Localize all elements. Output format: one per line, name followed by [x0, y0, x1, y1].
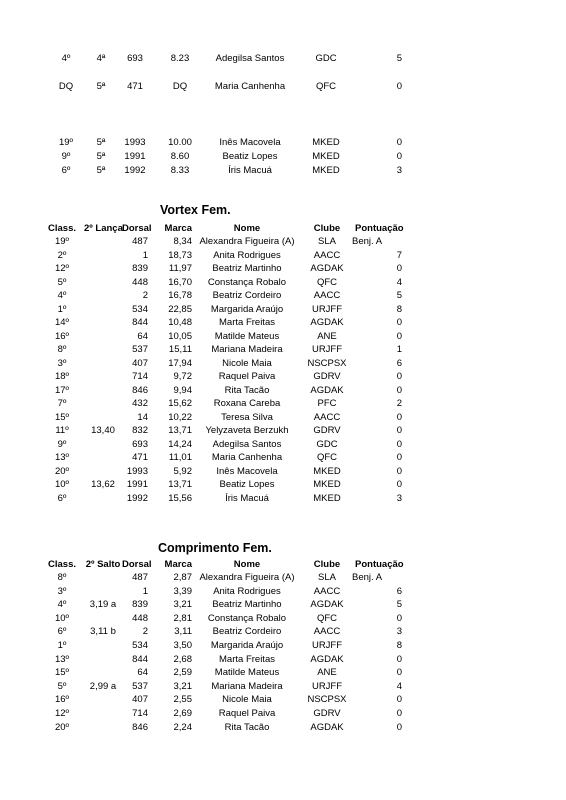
table-row — [0, 721, 566, 734]
athlete-name-cell: Alexandra Figueira (A) — [199, 236, 295, 247]
table-row — [0, 465, 566, 478]
athlete-name-cell: Anita Rodrigues — [213, 249, 281, 261]
table-row — [0, 150, 566, 163]
bib-number-cell: 1 — [142, 585, 148, 597]
athlete-name-cell: Margarida Araújo — [210, 303, 284, 315]
table-row — [0, 235, 566, 248]
points-cell: 5 — [396, 290, 402, 301]
athlete-name-cell: Marta Freitas — [219, 317, 275, 328]
mark-cell: 11,97 — [168, 263, 192, 274]
athlete-name-cell: Inês Macovela — [216, 465, 278, 477]
points-cell: 0 — [396, 137, 402, 148]
table-row — [0, 666, 566, 679]
table-row — [0, 136, 566, 149]
club-cell: AACC — [313, 249, 341, 261]
bib-number-cell: 1991 — [126, 479, 148, 490]
classification-cell: 1º — [57, 303, 67, 315]
bib-number-cell: 839 — [132, 599, 148, 611]
mark-cell: 13,71 — [168, 479, 192, 490]
mark-cell: 10,48 — [168, 317, 192, 328]
athlete-name-cell: Rita Tacão — [224, 721, 270, 733]
mark-cell: 2,87 — [173, 572, 192, 583]
classification-cell: 8º — [57, 572, 67, 583]
section-title-vortex: Vortex Fem. — [160, 203, 231, 217]
classification-cell: 3º — [57, 585, 67, 597]
athlete-name-cell: Roxana Careba — [213, 398, 281, 409]
classification-cell: Class. — [48, 223, 76, 234]
bib-number-cell: 1993 — [124, 137, 146, 148]
table-row — [0, 639, 566, 652]
mark-cell: 15,11 — [168, 344, 192, 355]
bib-number-cell: 714 — [132, 708, 148, 719]
mark-cell: 2,59 — [173, 667, 192, 679]
points-cell: Benj. A — [352, 236, 383, 247]
classification-cell: 10º — [54, 479, 70, 490]
classification-cell: DQ — [58, 81, 74, 92]
table-row — [0, 357, 566, 370]
points-cell: 0 — [396, 465, 402, 477]
club-cell: URJFF — [311, 344, 343, 355]
table-row — [0, 289, 566, 302]
table-row — [0, 343, 566, 356]
table-row — [0, 370, 566, 383]
athlete-name-cell: Beatriz Martinho — [212, 263, 282, 274]
classification-cell: 12º — [54, 708, 70, 719]
athlete-name-cell: Nome — [233, 559, 261, 570]
table-row — [0, 303, 566, 316]
table-row — [0, 249, 566, 262]
athlete-name-cell: Matilde Mateus — [214, 330, 280, 342]
points-cell: 2 — [396, 398, 402, 409]
mark-cell: 2,24 — [173, 721, 192, 733]
classification-cell: 4º — [57, 290, 67, 301]
club-cell: AGDAK — [310, 384, 344, 396]
athlete-name-cell: Adegilsa Santos — [215, 53, 285, 64]
table-row — [0, 693, 566, 706]
extra-attempt-cell: 5ª — [96, 151, 106, 162]
bib-number-cell: 407 — [132, 357, 148, 369]
classification-cell: 17º — [54, 384, 70, 396]
classification-cell: 15º — [54, 667, 70, 679]
points-cell: 0 — [396, 425, 402, 436]
club-cell: AGDAK — [310, 653, 344, 665]
points-cell: 6 — [396, 585, 402, 597]
club-cell: MKED — [313, 492, 341, 504]
table-header — [0, 222, 566, 235]
club-cell: GDRV — [313, 708, 341, 719]
classification-cell: 5º — [57, 276, 67, 288]
extra-attempt-cell: 2º Salto — [85, 559, 121, 570]
points-cell: 3 — [396, 492, 402, 504]
extra-attempt-cell: 4ª — [96, 53, 106, 64]
club-cell: Clube — [313, 223, 341, 234]
athlete-name-cell: Beatriz Cordeiro — [212, 290, 282, 301]
table-row — [0, 384, 566, 397]
bib-number-cell: 832 — [132, 425, 148, 436]
points-cell: 0 — [396, 694, 402, 706]
classification-cell: 15º — [54, 411, 70, 423]
bib-number-cell: 839 — [132, 263, 148, 274]
extra-attempt-cell: 5ª — [96, 165, 106, 176]
table-row — [0, 451, 566, 464]
bib-number-cell: 714 — [132, 371, 148, 382]
bib-number-cell: 487 — [132, 236, 148, 247]
extra-attempt-cell: 3,11 b — [90, 626, 116, 638]
club-cell: URJFF — [311, 680, 343, 692]
classification-cell: 10º — [54, 612, 70, 624]
bib-number-cell: 14 — [137, 411, 148, 423]
bib-number-cell: 407 — [132, 694, 148, 706]
club-cell: MKED — [313, 465, 341, 477]
mark-cell: 2,68 — [173, 653, 192, 665]
points-cell: 0 — [396, 384, 402, 396]
club-cell: ANE — [317, 667, 337, 679]
mark-cell: 22,85 — [168, 303, 192, 315]
club-cell: MKED — [312, 137, 340, 148]
points-cell: 0 — [396, 667, 402, 679]
bib-number-cell: 534 — [132, 640, 148, 651]
extra-attempt-cell: 2º Lança — [84, 223, 123, 234]
club-cell: QFC — [316, 276, 338, 288]
club-cell: URJFF — [311, 640, 343, 651]
club-cell: SLA — [318, 572, 336, 583]
table-row — [0, 164, 566, 177]
classification-cell: 1º — [57, 640, 67, 651]
mark-cell: 8.33 — [170, 165, 190, 176]
club-cell: AACC — [313, 626, 341, 638]
bib-number-cell: 2 — [142, 290, 148, 301]
table-row — [0, 262, 566, 275]
mark-cell: 3,50 — [173, 640, 192, 651]
mark-cell: 2,55 — [173, 694, 192, 706]
mark-cell: 17,94 — [168, 357, 192, 369]
table-row — [0, 571, 566, 584]
bib-number-cell: 471 — [127, 81, 143, 92]
classification-cell: 9º — [57, 438, 67, 450]
mark-cell: 2,69 — [173, 708, 192, 719]
bib-number-cell: 1991 — [124, 151, 146, 162]
mark-cell: Marca — [164, 223, 192, 234]
classification-cell: 19º — [54, 236, 70, 247]
classification-cell: 7º — [57, 398, 67, 409]
bib-number-cell: 844 — [132, 653, 148, 665]
points-cell: 0 — [396, 721, 402, 733]
points-cell: 5 — [396, 599, 402, 611]
table-row — [0, 276, 566, 289]
table-row — [0, 598, 566, 611]
club-cell: AGDAK — [310, 721, 344, 733]
table-row — [0, 612, 566, 625]
points-cell: 1 — [396, 344, 402, 355]
athlete-name-cell: Constança Robalo — [207, 276, 287, 288]
mark-cell: DQ — [172, 81, 188, 92]
club-cell: QFC — [315, 81, 337, 92]
bib-number-cell: Dorsal — [122, 223, 152, 234]
table-row — [0, 424, 566, 437]
athlete-name-cell: Beatriz Martinho — [212, 599, 282, 611]
bib-number-cell: 448 — [132, 612, 148, 624]
table-row — [0, 680, 566, 693]
club-cell: MKED — [312, 151, 340, 162]
classification-cell: 18º — [54, 371, 70, 382]
athlete-name-cell: Maria Canhenha — [214, 81, 286, 92]
club-cell: AACC — [313, 585, 341, 597]
points-cell: Pontuação — [355, 223, 404, 234]
athlete-name-cell: Beatiz Lopes — [219, 479, 275, 490]
classification-cell: Class. — [48, 559, 76, 570]
points-cell: 0 — [396, 452, 402, 463]
athlete-name-cell: Alexandra Figueira (A) — [199, 572, 295, 583]
athlete-name-cell: Constança Robalo — [207, 612, 287, 624]
points-cell: 0 — [396, 438, 402, 450]
table-row — [0, 707, 566, 720]
points-cell: 3 — [396, 165, 402, 176]
mark-cell: 10.00 — [168, 137, 192, 148]
table-row — [0, 585, 566, 598]
points-cell: 0 — [396, 612, 402, 624]
classification-cell: 4º — [61, 53, 71, 64]
points-cell: 4 — [396, 276, 402, 288]
club-cell: AGDAK — [310, 599, 344, 611]
points-cell: 0 — [396, 317, 402, 328]
athlete-name-cell: Inês Macovela — [219, 137, 281, 148]
bib-number-cell: 534 — [132, 303, 148, 315]
bib-number-cell: 1992 — [126, 492, 148, 504]
table-header — [0, 558, 566, 571]
bib-number-cell: 2 — [142, 626, 148, 638]
extra-attempt-cell: 5ª — [96, 81, 106, 92]
points-cell: 0 — [396, 411, 402, 423]
bib-number-cell: 846 — [132, 721, 148, 733]
points-cell: 0 — [396, 708, 402, 719]
classification-cell: 16º — [54, 694, 70, 706]
classification-cell: 4º — [57, 599, 67, 611]
mark-cell: 2,81 — [173, 612, 192, 624]
mark-cell: 3,21 — [173, 680, 192, 692]
table-row — [0, 438, 566, 451]
bib-number-cell: 487 — [132, 572, 148, 583]
table-row — [0, 316, 566, 329]
points-cell: 0 — [396, 371, 402, 382]
athlete-name-cell: Nicole Maia — [222, 357, 272, 369]
classification-cell: 5º — [57, 680, 67, 692]
mark-cell: Marca — [164, 559, 192, 570]
mark-cell: 9,94 — [173, 384, 192, 396]
classification-cell: 3º — [57, 357, 67, 369]
club-cell: MKED — [312, 165, 340, 176]
athlete-name-cell: Maria Canhenha — [211, 452, 283, 463]
mark-cell: 18,73 — [168, 249, 192, 261]
points-cell: 8 — [396, 640, 402, 651]
mark-cell: 9,72 — [173, 371, 192, 382]
mark-cell: 5,92 — [173, 465, 192, 477]
athlete-name-cell: Adegilsa Santos — [212, 438, 282, 450]
points-cell: Pontuação — [355, 559, 404, 570]
classification-cell: 6º — [61, 165, 71, 176]
athlete-name-cell: Nicole Maia — [222, 694, 272, 706]
classification-cell: 6º — [57, 626, 67, 638]
club-cell: AACC — [313, 411, 341, 423]
athlete-name-cell: Rita Tacão — [224, 384, 270, 396]
club-cell: GDRV — [313, 371, 341, 382]
athlete-name-cell: Íris Macuá — [225, 492, 269, 504]
mark-cell: 15,62 — [168, 398, 192, 409]
table-row — [0, 330, 566, 343]
extra-attempt-cell: 3,19 a — [89, 599, 117, 611]
mark-cell: 3,21 — [173, 599, 192, 611]
classification-cell: 20º — [54, 465, 70, 477]
bib-number-cell: 844 — [132, 317, 148, 328]
mark-cell: 11,01 — [168, 452, 192, 463]
points-cell: 0 — [396, 653, 402, 665]
points-cell: 3 — [396, 626, 402, 638]
classification-cell: 12º — [54, 263, 70, 274]
mark-cell: 3,11 — [174, 626, 192, 638]
club-cell: ANE — [317, 330, 337, 342]
mark-cell: 8,34 — [173, 236, 192, 247]
points-cell: 0 — [396, 81, 402, 92]
section-title-comprimento: Comprimento Fem. — [158, 541, 272, 555]
athlete-name-cell: Margarida Araújo — [210, 640, 284, 651]
club-cell: URJFF — [311, 303, 343, 315]
mark-cell: 3,39 — [173, 585, 192, 597]
bib-number-cell: 846 — [132, 384, 148, 396]
bib-number-cell: 432 — [132, 398, 148, 409]
bib-number-cell: Dorsal — [122, 559, 152, 570]
extra-attempt-cell: 13,62 — [91, 479, 115, 490]
classification-cell: 16º — [54, 330, 70, 342]
club-cell: NSCPSX — [307, 357, 347, 369]
club-cell: GDC — [315, 53, 337, 64]
bib-number-cell: 537 — [132, 680, 148, 692]
mark-cell: 16,70 — [168, 276, 192, 288]
athlete-name-cell: Raquel Paiva — [218, 371, 276, 382]
classification-cell: 11º — [55, 425, 69, 436]
athlete-name-cell: Teresa Silva — [221, 411, 273, 423]
club-cell: QFC — [316, 612, 338, 624]
athlete-name-cell: Mariana Madeira — [211, 344, 283, 355]
table-row — [0, 397, 566, 410]
athlete-name-cell: Mariana Madeira — [211, 680, 283, 692]
points-cell: 0 — [396, 263, 402, 274]
bib-number-cell: 537 — [132, 344, 148, 355]
mark-cell: 8.23 — [170, 53, 190, 64]
bib-number-cell: 471 — [132, 452, 148, 463]
mark-cell: 16,78 — [168, 290, 192, 301]
points-cell: 5 — [396, 53, 402, 64]
mark-cell: 15,56 — [168, 492, 192, 504]
mark-cell: 10,05 — [168, 330, 192, 342]
points-cell: 0 — [396, 330, 402, 342]
club-cell: GDC — [316, 438, 338, 450]
athlete-name-cell: Raquel Paiva — [218, 708, 276, 719]
club-cell: SLA — [318, 236, 336, 247]
extra-attempt-cell: 5ª — [96, 137, 106, 148]
bib-number-cell: 1992 — [124, 165, 146, 176]
athlete-name-cell: Beatiz Lopes — [222, 151, 278, 162]
points-cell: 4 — [396, 680, 402, 692]
club-cell: QFC — [316, 452, 338, 463]
club-cell: AGDAK — [310, 317, 344, 328]
bib-number-cell: 448 — [132, 276, 148, 288]
athlete-name-cell: Nome — [233, 223, 261, 234]
points-cell: Benj. A — [352, 572, 383, 583]
club-cell: AACC — [313, 290, 341, 301]
table-row — [0, 492, 566, 505]
bib-number-cell: 693 — [132, 438, 148, 450]
athlete-name-cell: Yelyzaveta Berzukh — [205, 425, 289, 436]
points-cell: 8 — [396, 303, 402, 315]
points-cell: 0 — [396, 151, 402, 162]
bib-number-cell: 1993 — [126, 465, 148, 477]
club-cell: PFC — [317, 398, 337, 409]
athlete-name-cell: Matilde Mateus — [214, 667, 280, 679]
bib-number-cell: 1 — [142, 249, 148, 261]
table-row — [0, 625, 566, 638]
classification-cell: 14º — [54, 317, 70, 328]
points-cell: 6 — [396, 357, 402, 369]
club-cell: NSCPSX — [307, 694, 347, 706]
mark-cell: 8.60 — [170, 151, 190, 162]
extra-attempt-cell: 2,99 a — [89, 680, 117, 692]
club-cell: Clube — [313, 559, 341, 570]
mark-cell: 10,22 — [168, 411, 192, 423]
bib-number-cell: 64 — [137, 667, 148, 679]
classification-cell: 8º — [57, 344, 67, 355]
classification-cell: 6º — [57, 492, 67, 504]
athlete-name-cell: Marta Freitas — [219, 653, 275, 665]
table-row — [0, 478, 566, 491]
mark-cell: 13,71 — [168, 425, 192, 436]
bib-number-cell: 693 — [127, 53, 143, 64]
classification-cell: 20º — [54, 721, 70, 733]
points-cell: 0 — [396, 479, 402, 490]
extra-attempt-cell: 13,40 — [91, 425, 115, 436]
points-cell: 7 — [396, 249, 402, 261]
table-row — [0, 653, 566, 666]
table-row — [0, 80, 566, 93]
club-cell: GDRV — [313, 425, 341, 436]
classification-cell: 2º — [57, 249, 67, 261]
athlete-name-cell: Beatriz Cordeiro — [212, 626, 282, 638]
table-row — [0, 411, 566, 424]
table-row — [0, 52, 566, 65]
club-cell: AGDAK — [310, 263, 344, 274]
bib-number-cell: 64 — [137, 330, 148, 342]
club-cell: MKED — [313, 479, 341, 490]
mark-cell: 14,24 — [168, 438, 192, 450]
athlete-name-cell: Íris Macuá — [228, 165, 272, 176]
classification-cell: 9º — [61, 151, 71, 162]
classification-cell: 19º — [58, 137, 74, 148]
athlete-name-cell: Anita Rodrigues — [213, 585, 281, 597]
classification-cell: 13º — [54, 653, 70, 665]
classification-cell: 13º — [54, 452, 70, 463]
